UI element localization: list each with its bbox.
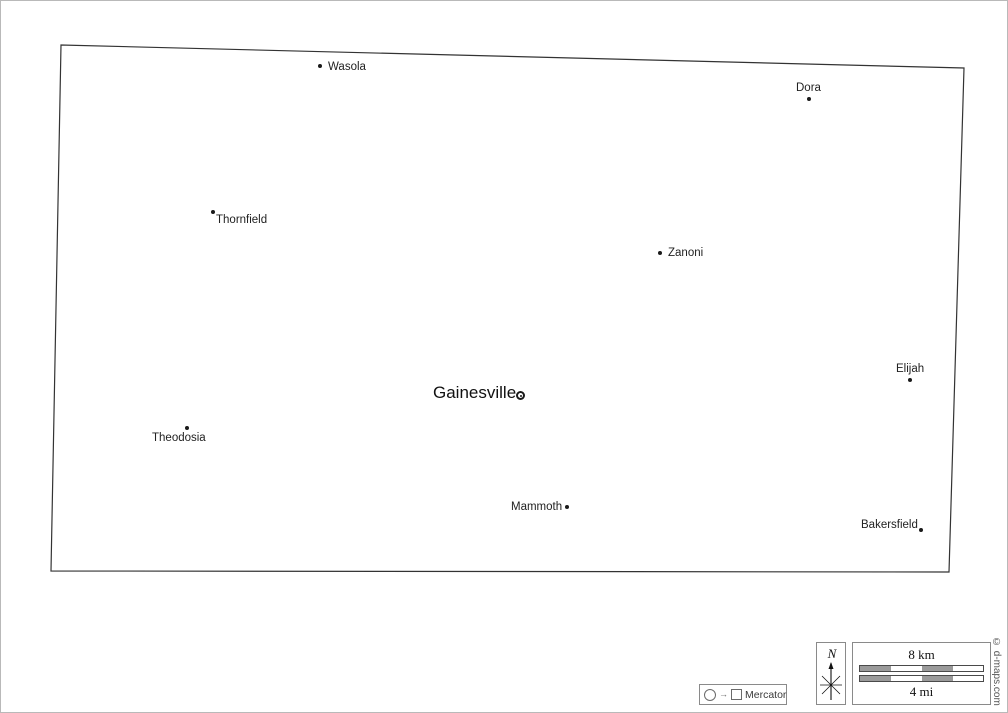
scale-mi-label: 4 mi: [909, 684, 934, 699]
scale-widget: [852, 642, 991, 705]
city-marker: [807, 97, 811, 101]
city-label: Theodosia: [152, 432, 206, 444]
compass-rose-icon: [817, 660, 845, 704]
compass-widget: [816, 642, 846, 705]
projection-indicator[interactable]: [699, 684, 787, 705]
scale-bar-mi: [859, 675, 984, 682]
city-label: Gainesville: [433, 383, 517, 402]
square-map-icon: [731, 689, 742, 700]
capital-marker: [516, 391, 525, 400]
city-label: Elijah: [896, 363, 925, 375]
city-label: Mammoth: [511, 501, 563, 513]
arrow-icon: →: [719, 689, 728, 699]
city-label: Thornfield: [216, 214, 268, 226]
city-marker: [318, 64, 322, 68]
map-credit[interactable]: © d-maps.com: [991, 637, 1002, 706]
scale-km-label: 8 km: [908, 647, 935, 662]
city-label: Bakersfield: [861, 519, 918, 531]
city-marker: [908, 378, 912, 382]
city-marker: [919, 528, 923, 532]
city-marker: [658, 251, 662, 255]
city-marker: [211, 210, 215, 214]
region-boundary-polygon: [51, 45, 964, 572]
city-marker: [565, 505, 569, 509]
city-label: Dora: [796, 82, 821, 94]
city-label: Wasola: [328, 61, 366, 73]
compass-north-label: N: [827, 646, 837, 661]
city-label: Zanoni: [668, 247, 704, 259]
projection-label: Mercator: [745, 688, 787, 701]
circle-globe-icon: [704, 689, 716, 701]
map-outline-layer: [1, 1, 1008, 713]
city-marker: [185, 426, 189, 430]
scale-bar-km: [859, 665, 984, 672]
